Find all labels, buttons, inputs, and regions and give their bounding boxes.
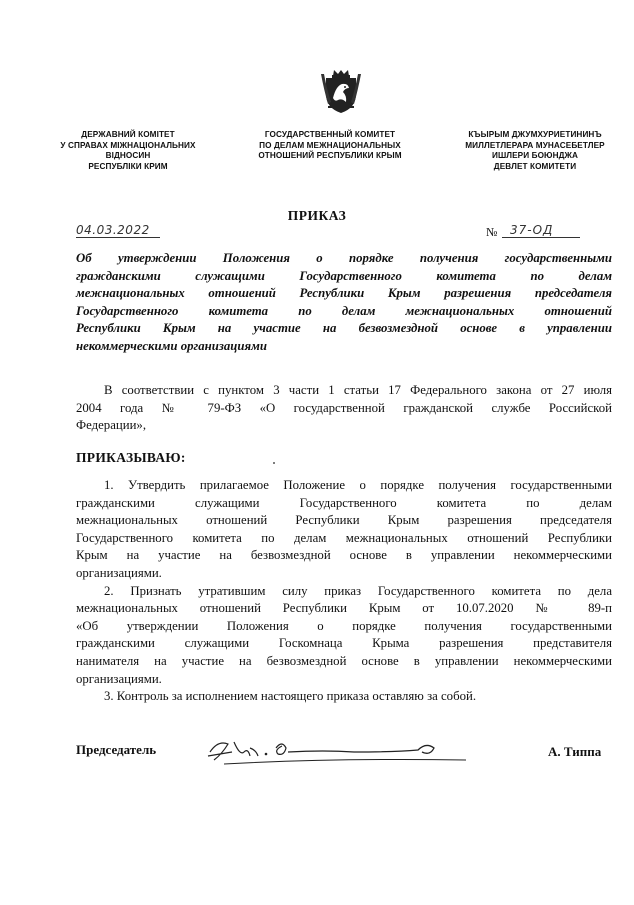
header-line: ДЕРЖАВНИЙ КОМІТЕТ	[81, 130, 175, 139]
order-date: 04.03.2022	[76, 223, 160, 238]
header-line: ПО ДЕЛАМ МЕЖНАЦИОНАЛЬНЫХ	[259, 140, 401, 150]
basis-line: 2004 года № 79-ФЗ «О государственной гражданской службе Российской	[76, 400, 612, 415]
header-line: РЕСПУБЛІКИ КРИМ	[88, 161, 168, 171]
subject-line: гражданскими служащими Государственного комитета по делам	[76, 268, 612, 283]
header-ukrainian	[38, 130, 218, 172]
order-directive: ПРИКАЗЫВАЮ:	[76, 450, 186, 465]
header-line: ОТНОШЕНИЙ РЕСПУБЛИКИ КРЫМ	[258, 151, 402, 160]
order-number: 37-ОД	[502, 223, 580, 238]
header-line: КЪЫРЫМ ДЖУМХУРИЕТИНИНЪ	[468, 130, 602, 139]
number-sign: №	[486, 225, 498, 239]
item-line: организациями.	[76, 671, 162, 686]
header-crimean-tatar	[440, 130, 630, 172]
header-line: МИЛЛЕТЛЕРАРА МУНАСЕБЕТЛЕР	[465, 140, 605, 150]
item-line: «Об утверждении Положения о порядке получения государственными	[76, 618, 612, 633]
handwritten-signature	[204, 730, 474, 768]
subject-line: межнациональных отношений Республики Крым разрешения председателя	[76, 286, 612, 301]
subject-line: Об утверждении Положения о порядке получения государственными	[76, 251, 612, 265]
order-number-block	[486, 223, 582, 239]
basis-line: В соответствии с пунктом 3 части 1 статьи 17 Федерального закона от 27 июля	[104, 383, 612, 397]
speck	[273, 462, 275, 464]
item-line: гражданскими служащими Государственного комитета по делам	[76, 495, 612, 510]
item-line: Крым на участие на безвозмездной основе в управлении некоммерческими	[76, 548, 612, 563]
item-line: 2. Признать утратившим силу приказ Государственного комитета по дела	[104, 583, 612, 598]
item-line: межнациональных отношений Республики Крым от 10.07.2020 № 89-п	[76, 601, 612, 616]
basis-line: Федерации»,	[76, 418, 147, 433]
subject-line: Республики Крым на участие на безвозмездной основе в управлении	[76, 321, 612, 336]
item-line: организациями.	[76, 565, 162, 580]
item-line: нанимателя на участие на безвозмездной основе в управлении некоммерческими	[76, 653, 612, 668]
item-line: Государственного комитета по делам межнациональных отношений Республики	[76, 530, 612, 545]
header-line: ИШЛЕРИ БОЮНДЖА	[491, 151, 579, 160]
item-line: 3. Контроль за исполнением настоящего приказа оставляю за собой.	[104, 689, 477, 704]
order-subject	[76, 250, 612, 356]
subject-line: некоммерческими организациями	[76, 338, 267, 353]
signatory-role: Председатель	[76, 742, 157, 757]
header-line: ДЕВЛЕТ КОМИТЕТИ	[493, 161, 577, 171]
header-line: У СПРАВАХ МІЖНАЦІОНАЛЬНИХ	[60, 140, 196, 150]
header-line: ВІДНОСИН	[105, 151, 151, 160]
item-line: 1. Утвердить прилагаемое Положение о порядке получения государственными	[104, 478, 612, 492]
legal-basis	[76, 382, 612, 435]
coat-of-arms-icon	[318, 64, 364, 114]
subject-line: Государственного комитета по делам межнациональных отношений	[76, 303, 612, 318]
signatory-name: А. Типпа	[548, 744, 602, 759]
document-title: ПРИКАЗ	[287, 208, 347, 223]
header-russian	[230, 130, 430, 162]
header-line: ГОСУДАРСТВЕННЫЙ КОМИТЕТ	[264, 130, 396, 139]
item-line: гражданскими служащими Госкомнаца Крыма разрешения представителя	[76, 636, 612, 651]
item-line: межнациональных отношений Республики Крым разрешения председателя	[76, 513, 612, 528]
order-items	[76, 477, 612, 706]
